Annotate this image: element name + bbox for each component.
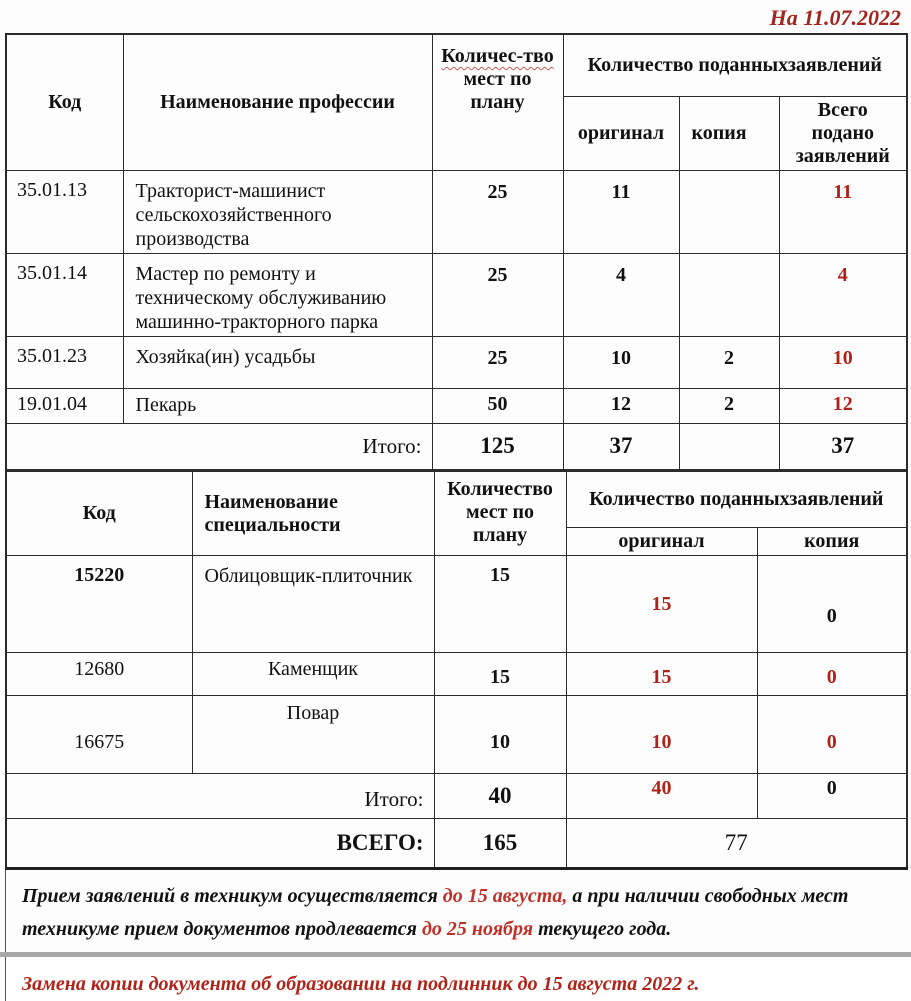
cell-plan: 50 xyxy=(432,388,563,423)
cell-original: 12 xyxy=(563,388,679,423)
note-text: а при наличии свободных мест техникуме прием документов продлевается xyxy=(22,885,849,940)
cell-plan: 25 xyxy=(432,170,563,253)
page-bottom-divider xyxy=(0,952,911,957)
professions-table xyxy=(5,33,908,471)
subtotal-copy: 0 xyxy=(757,774,907,819)
cell-code: 35.01.23 xyxy=(6,336,123,388)
cell-profession-name: Мастер по ремонту и техническому обслуживанию машинно-тракторного парка xyxy=(123,253,432,336)
cell-copy: 0 xyxy=(757,696,907,774)
grand-total-row xyxy=(6,819,907,869)
specialties-header-row-1 xyxy=(6,472,907,528)
grand-total-plan: 165 xyxy=(434,819,566,869)
notes-section xyxy=(5,870,911,1001)
cell-total: 12 xyxy=(779,388,907,423)
subtotal-plan: 125 xyxy=(432,423,563,470)
subtotal-original: 40 xyxy=(566,774,757,819)
admission-period-note xyxy=(22,880,903,946)
col-header-copy: копия xyxy=(679,96,779,170)
profession-row-baker xyxy=(6,388,907,423)
subtotal-copy xyxy=(679,423,779,470)
plan-header-misspelled-part: Количес-тво xyxy=(441,45,554,67)
cell-plan: 15 xyxy=(434,556,566,653)
cell-code: 15220 xyxy=(6,556,192,653)
col-header-plan-places xyxy=(432,34,563,170)
col-header-code: Код xyxy=(6,472,192,556)
cell-profession-name: Тракторист-машинист сельскохозяйственного производства xyxy=(123,170,432,253)
cell-plan: 25 xyxy=(432,253,563,336)
plan-header-rest: мест по плану xyxy=(463,68,532,113)
cell-original: 4 xyxy=(563,253,679,336)
deadline-november-highlight: до 25 ноября xyxy=(421,918,534,940)
subtotal-label: Итого: xyxy=(6,423,432,470)
specialties-table xyxy=(5,471,908,870)
cell-copy: 0 xyxy=(757,556,907,653)
col-header-applications-group: Количество поданныхзаявлений xyxy=(566,472,907,528)
cell-copy xyxy=(679,170,779,253)
col-header-original: оригинал xyxy=(563,96,679,170)
cell-plan: 15 xyxy=(434,653,566,696)
specialty-row-mason xyxy=(6,653,907,696)
cell-original: 11 xyxy=(563,170,679,253)
cell-specialty-name: Облицовщик-плиточник xyxy=(192,556,434,653)
cell-plan: 25 xyxy=(432,336,563,388)
cell-total: 10 xyxy=(779,336,907,388)
cell-original: 15 xyxy=(566,556,757,653)
note-text: текущего года. xyxy=(533,918,672,940)
cell-code: 35.01.13 xyxy=(6,170,123,253)
cell-code: 16675 xyxy=(6,696,192,774)
cell-original: 10 xyxy=(566,696,757,774)
note-text: Прием заявлений в техникум осуществляется xyxy=(22,885,443,907)
cell-profession-name: Пекарь xyxy=(123,388,432,423)
specialty-row-cook xyxy=(6,696,907,774)
cell-code: 12680 xyxy=(6,653,192,696)
col-header-original: оригинал xyxy=(566,528,757,556)
col-header-profession-name: Наименование профессии xyxy=(123,34,432,170)
col-header-copy: копия xyxy=(757,528,907,556)
cell-specialty-name: Повар xyxy=(192,696,434,774)
col-header-applications-group: Количество поданныхзаявлений xyxy=(563,34,907,96)
col-header-code: Код xyxy=(6,34,123,170)
professions-subtotal-row xyxy=(6,423,907,470)
subtotal-label: Итого: xyxy=(6,774,434,819)
deadline-august-highlight: до 15 августа, xyxy=(442,885,568,907)
col-header-plan-places: Количество мест по плану xyxy=(434,472,566,556)
subtotal-original: 37 xyxy=(563,423,679,470)
cell-total: 11 xyxy=(779,170,907,253)
cell-plan: 10 xyxy=(434,696,566,774)
document-replacement-note: Замена копии документа об образовании на подлинник до 15 августа 2022 г. xyxy=(22,973,700,995)
cell-total: 4 xyxy=(779,253,907,336)
cell-specialty-name: Каменщик xyxy=(192,653,434,696)
cell-copy xyxy=(679,253,779,336)
grand-total-label: ВСЕГО: xyxy=(6,819,434,869)
professions-header-row-1 xyxy=(6,34,907,96)
profession-row-repair-master xyxy=(6,253,907,336)
specialties-subtotal-row xyxy=(6,774,907,819)
grand-total-applications: 77 xyxy=(566,819,907,869)
cell-profession-name: Хозяйка(ин) усадьбы xyxy=(123,336,432,388)
cell-copy: 2 xyxy=(679,388,779,423)
cell-original: 10 xyxy=(563,336,679,388)
specialty-row-tiler xyxy=(6,556,907,653)
col-header-total-submitted: Всего подано заявлений xyxy=(779,96,907,170)
cell-copy: 0 xyxy=(757,653,907,696)
cell-copy: 2 xyxy=(679,336,779,388)
cell-code: 19.01.04 xyxy=(6,388,123,423)
report-date: На 11.07.2022 xyxy=(769,5,901,30)
profession-row-homestead-keeper xyxy=(6,336,907,388)
cell-code: 35.01.14 xyxy=(6,253,123,336)
profession-row-tractor-driver xyxy=(6,170,907,253)
cell-original: 15 xyxy=(566,653,757,696)
subtotal-plan: 40 xyxy=(434,774,566,819)
col-header-specialty-name: Наименование специальности xyxy=(192,472,434,556)
subtotal-total: 37 xyxy=(779,423,907,470)
